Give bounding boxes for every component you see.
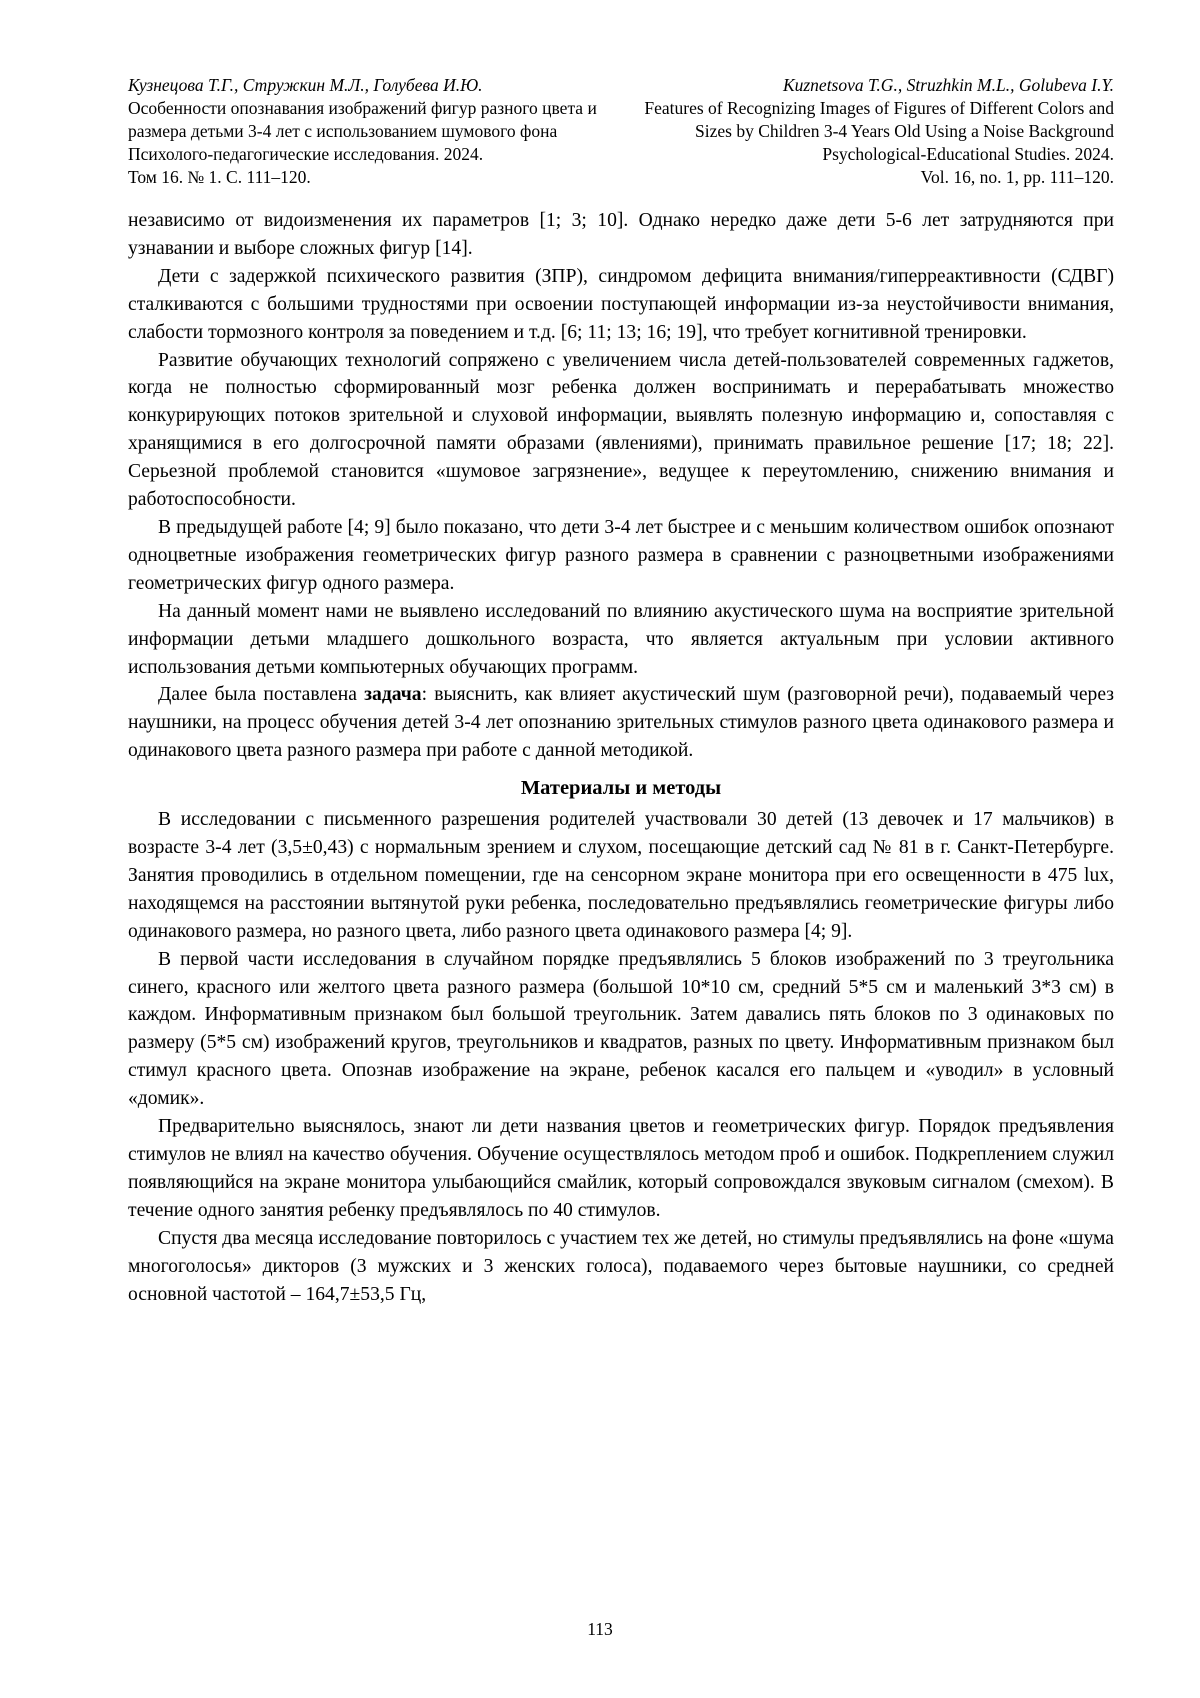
paragraph-previous-work: В предыдущей работе [4; 9] было показано, что дети 3-4 лет быстрее и с меньшим количеством ошибок опознают одноцветные изображения геометрических фигур разного размера в сравнении с разноцветными изображениями геометрических фигур одного размера. — [128, 516, 1114, 594]
header-left-ru — [128, 74, 621, 189]
header-title-ru: Особенности опознавания изображений фигур разного цвета и размера детьми 3-4 лет с использованием шумового фона — [128, 98, 597, 141]
task-description: : выяснить, как влияет акустический шум (разговорной речи), подаваемый через наушники, на процесс обучения детей 3-4 лет опознанию зрительных стимулов разного цвета одинакового размера и одинакового цвета разного размера при работе с данной методикой. — [128, 684, 1114, 762]
paragraph-first-part: В первой части исследования в случайном порядке предъявлялись 5 блоков изображений по 3 треугольника синего, красного или желтого цвета разного размера (большой 10*10 см, средний 5*5 см и маленький 3*3 см) в каждом. Информативным признаком был большой треугольник. Затем давались пять блоков по 3 одинаковых по размеру (5*5 см) изображений кругов, треугольников и квадратов, разных по цвету. Информативным признаком был стимул красного цвета. Опознав изображение на экране, ребенок касался его пальцем и «уводил» в условный «домик». — [128, 948, 1114, 1110]
paragraph-participants: В исследовании с письменного разрешения родителей участвовали 30 детей (13 девочек и 17 мальчиков) в возрасте 3-4 лет (3,5±0,43) с нормальным зрением и слухом, посещающие детский сад № 81 в г. Санкт-Петербурге. Занятия проводились в отдельном помещении, где на сенсорном экране монитора при его освещенности в 475 lux, находящемся на расстоянии вытянутой руки ребенка, последовательно предъявлялись геометрические фигуры либо одинакового размера, но разного цвета, либо разного цвета одинакового размера [4; 9]. — [128, 809, 1114, 942]
paragraph-noise-condition: Спустя два месяца исследование повторилось с участием тех же детей, но стимулы предъявлялись на фоне «шума многоголосья» дикторов (3 мужских и 3 женских голоса), подаваемого через бытовые наушники, со средней основной частотой – 164,7±53,5 Гц, — [128, 1227, 1114, 1305]
header-journal-en: Psychological-Educational Studies. 2024. — [822, 144, 1114, 164]
header-title-en: Features of Recognizing Images of Figures of Different Colors and Sizes by Children 3-4 Years Old Using a Noise Background — [644, 98, 1114, 141]
task-intro: Далее была поставлена — [158, 684, 365, 706]
header-volume-ru: Том 16. № 1. С. 111–120. — [128, 167, 311, 187]
header-volume-en: Vol. 16, no. 1, pp. 111–120. — [920, 167, 1114, 187]
paragraph-procedure: Предварительно выяснялось, знают ли дети названия цветов и геометрических фигур. Порядок предъявления стимулов не влиял на качество обучения. Обучение осуществлялось методом проб и ошибок. Подкреплением служил появляющийся на экране монитора улыбающийся смайлик, который сопровождался звуковым сигналом (смехом). В течение одного занятия ребенку предъявлялось по 40 стимулов. — [128, 1116, 1114, 1221]
paragraph-research-gap: На данный момент нами не выявлено исследований по влиянию акустического шума на восприятие зрительной информации детьми младшего дошкольного возраста, что является актуальным при условии активного использования детьми компьютерных обучающих программ. — [128, 600, 1114, 678]
running-header — [128, 74, 1114, 189]
section-heading-methods: Материалы и методы — [520, 777, 722, 800]
paragraph-task — [128, 681, 1114, 765]
paragraph-zpr-adhd: Дети с задержкой психического развития (ЗПР), синдромом дефицита внимания/гиперреактивности (СДВГ) сталкиваются с большими трудностями при освоении поступающей информации из-за неустойчивости внимания, слабости тормозного контроля за поведением и т.д. [6; 11; 13; 16; 19], что требует когнитивной тренировки. — [128, 265, 1114, 343]
page-number: 113 — [587, 1619, 613, 1639]
paragraph-continuation: независимо от видоизменения их параметров [1; 3; 10]. Однако нередко даже дети 5-6 лет затрудняются при узнавании и выборе сложных фигур [14]. — [128, 210, 1114, 259]
header-authors-ru: Кузнецова Т.Г., Стружкин М.Л., Голубева И.Ю. — [128, 75, 483, 95]
header-right-en — [621, 74, 1114, 189]
header-journal-ru: Психолого-педагогические исследования. 2024. — [128, 144, 484, 164]
article-body — [128, 207, 1114, 1308]
task-keyword: задача — [364, 684, 422, 706]
paragraph-learning-technologies: Развитие обучающих технологий сопряжено с увеличением числа детей-пользователей современных гаджетов, когда не полностью сформированный мозг ребенка должен воспринимать и перерабатывать множество конкурирующих потоков зрительной и слуховой информации, выявлять полезную информацию и, сопоставляя с хранящимися в его долгосрочной памяти образами (явлениями), принимать правильное решение [17; 18; 22]. Серьезной проблемой становится «шумовое загрязнение», ведущее к переутомлению, снижению внимания и работоспособности. — [128, 349, 1114, 511]
header-authors-en: Kuznetsova T.G., Struzhkin M.L., Golubeva I.Y. — [782, 75, 1114, 95]
